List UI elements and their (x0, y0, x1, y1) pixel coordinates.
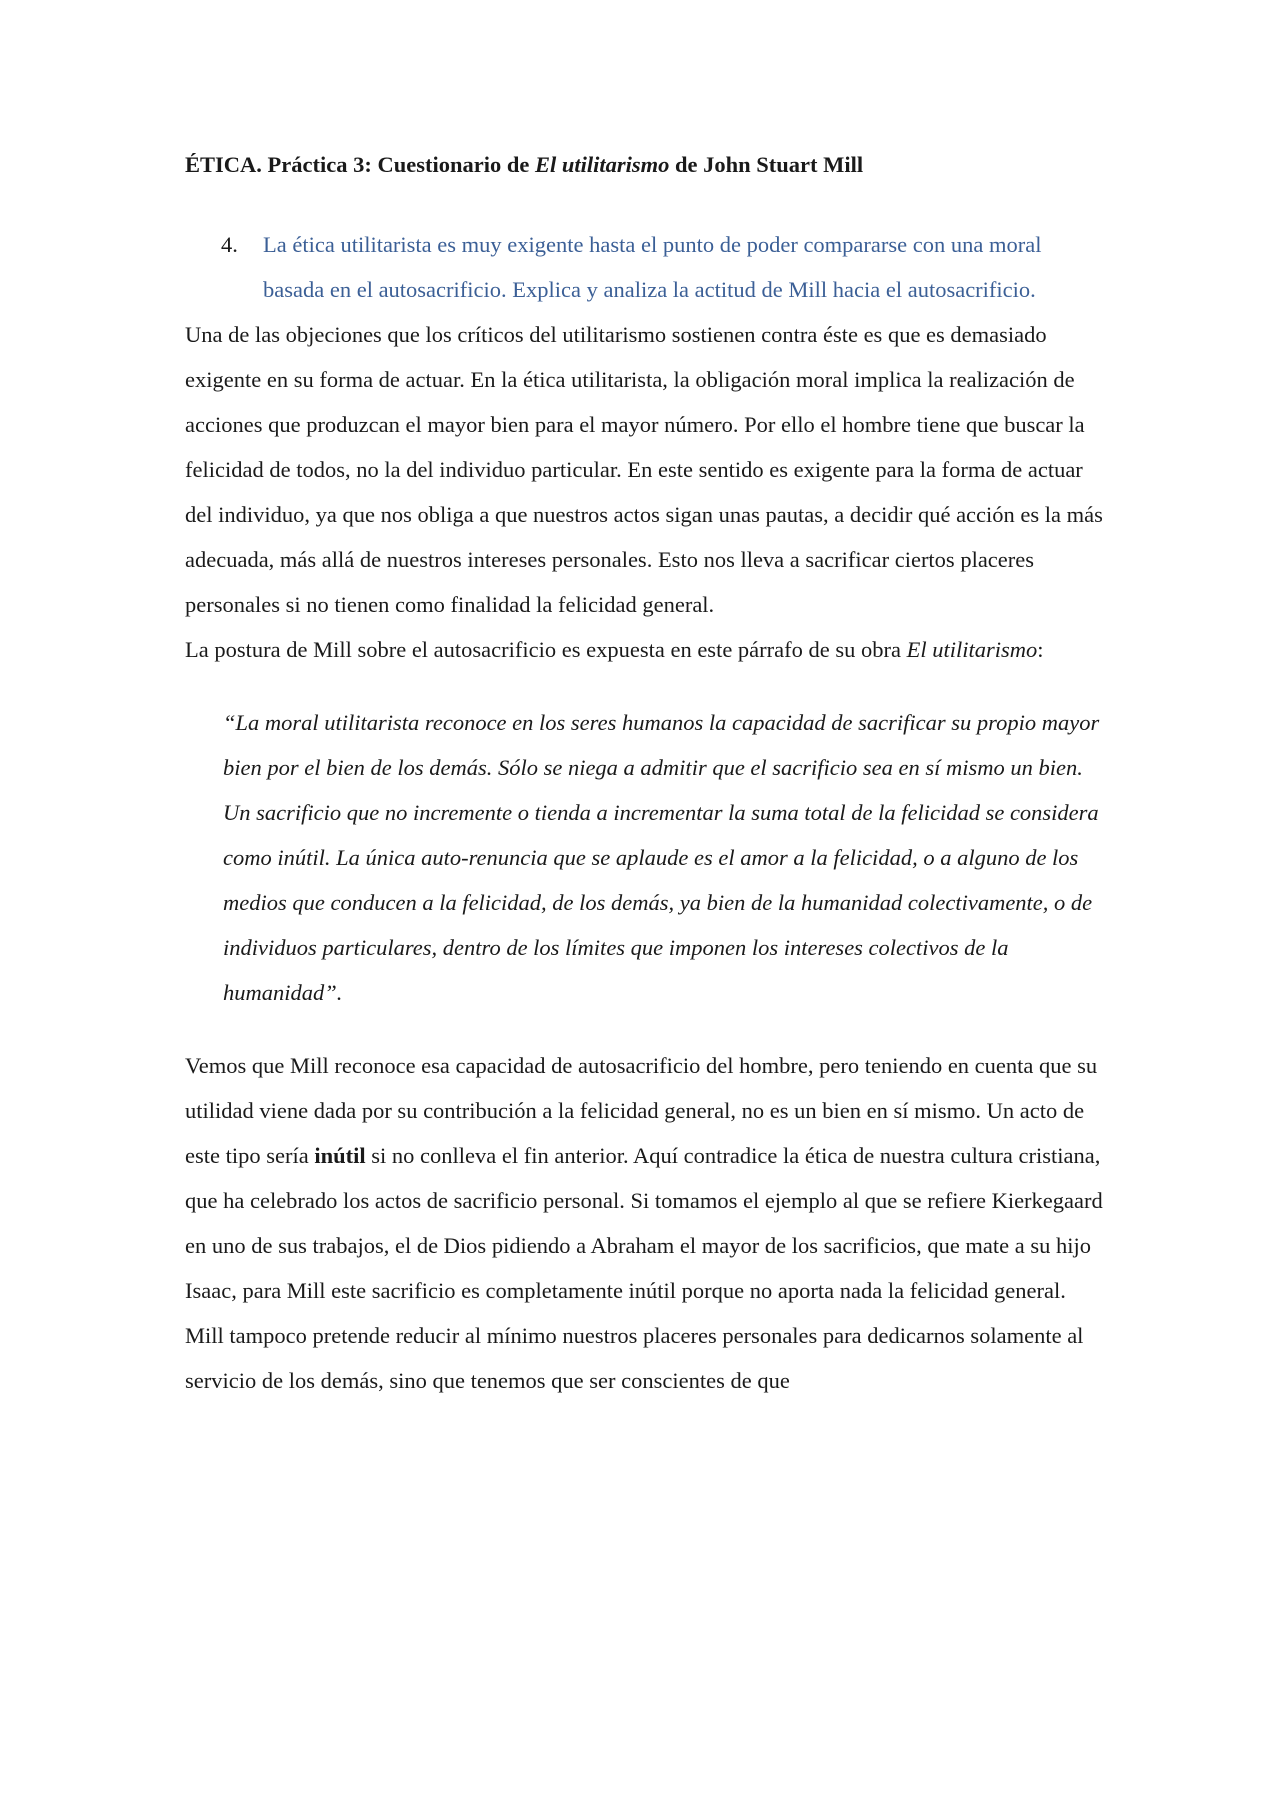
paragraph-intro-quote (185, 627, 1105, 672)
paragraph-intro-work: El utilitarismo (906, 637, 1038, 662)
analysis-text-2: si no conlleva el fin anterior. Aquí contradice la ética de nuestra cultura cristiana, que ha celebrado los actos de sacrificio personal. Si tomamos el ejemplo al que se refiere Kierkegaard en uno de sus trabajos, el de Dios pidiendo a Abraham el mayor de los sacrificios, que mate a su hijo Isaac, para Mill este sacrificio es completamente inútil porque no aporta nada la felicidad general. Mill tampoco pretende reducir al mínimo nuestros placeres personales para dedicarnos solamente al servicio de los demás, sino que tenemos que ser conscientes de que (185, 1143, 1103, 1393)
analysis-bold-word: inútil (314, 1143, 366, 1168)
paragraph-intro-text: La postura de Mill sobre el autosacrificio es expuesta en este párrafo de su obra (185, 637, 907, 662)
document-title (185, 150, 1105, 180)
analysis-text-1: Vemos que Mill reconoce esa capacidad de autosacrificio del hombre, pero teniendo en cuenta que su utilidad viene dada por su contribución a la felicidad general, no es un bien en sí mismo. Un acto de este tipo sería (185, 1053, 1098, 1168)
question-item (185, 222, 1105, 312)
mill-quote: “La moral utilitarista reconoce en los seres humanos la capacidad de sacrificar su propio mayor bien por el bien de los demás. Sólo se niega a admitir que el sacrificio sea en sí mismo un bien. Un sacrificio que no incremente o tienda a incrementar la suma total de la felicidad se considera como inútil. La única auto-renuncia que se aplaude es el amor a la felicidad, o a alguno de los medios que conducen a la felicidad, de los demás, ya bien de la humanidad colectivamente, o de individuos particulares, dentro de los límites que imponen los intereses colectivos de la humanidad”. (223, 710, 1100, 1005)
title-suffix: de John Stuart Mill (669, 152, 864, 177)
document-page (185, 150, 1105, 1403)
question-text: La ética utilitarista es muy exigente hasta el punto de poder compararse con una moral basada en el autosacrificio. Explica y analiza la actitud de Mill hacia el autosacrificio. (263, 232, 1042, 302)
paragraph-analysis (185, 1043, 1105, 1403)
title-work: El utilitarismo (534, 152, 670, 177)
question-number: 4. (221, 232, 238, 257)
paragraph-intro-end: : (1037, 637, 1044, 662)
title-prefix: ÉTICA. Práctica 3: Cuestionario de (185, 152, 535, 177)
paragraph-objections: Una de las objeciones que los críticos del utilitarismo sostienen contra éste es que es demasiado exigente en su forma de actuar. En la ética utilitarista, la obligación moral implica la realización de acciones que produzcan el mayor bien para el mayor número. Por ello el hombre tiene que buscar la felicidad de todos, no la del individuo particular. En este sentido es exigente para la forma de actuar del individuo, ya que nos obliga a que nuestros actos sigan unas pautas, a decidir qué acción es la más adecuada, más allá de nuestros intereses personales. Esto nos lleva a sacrificar ciertos placeres personales si no tienen como finalidad la felicidad general. (185, 322, 1103, 617)
